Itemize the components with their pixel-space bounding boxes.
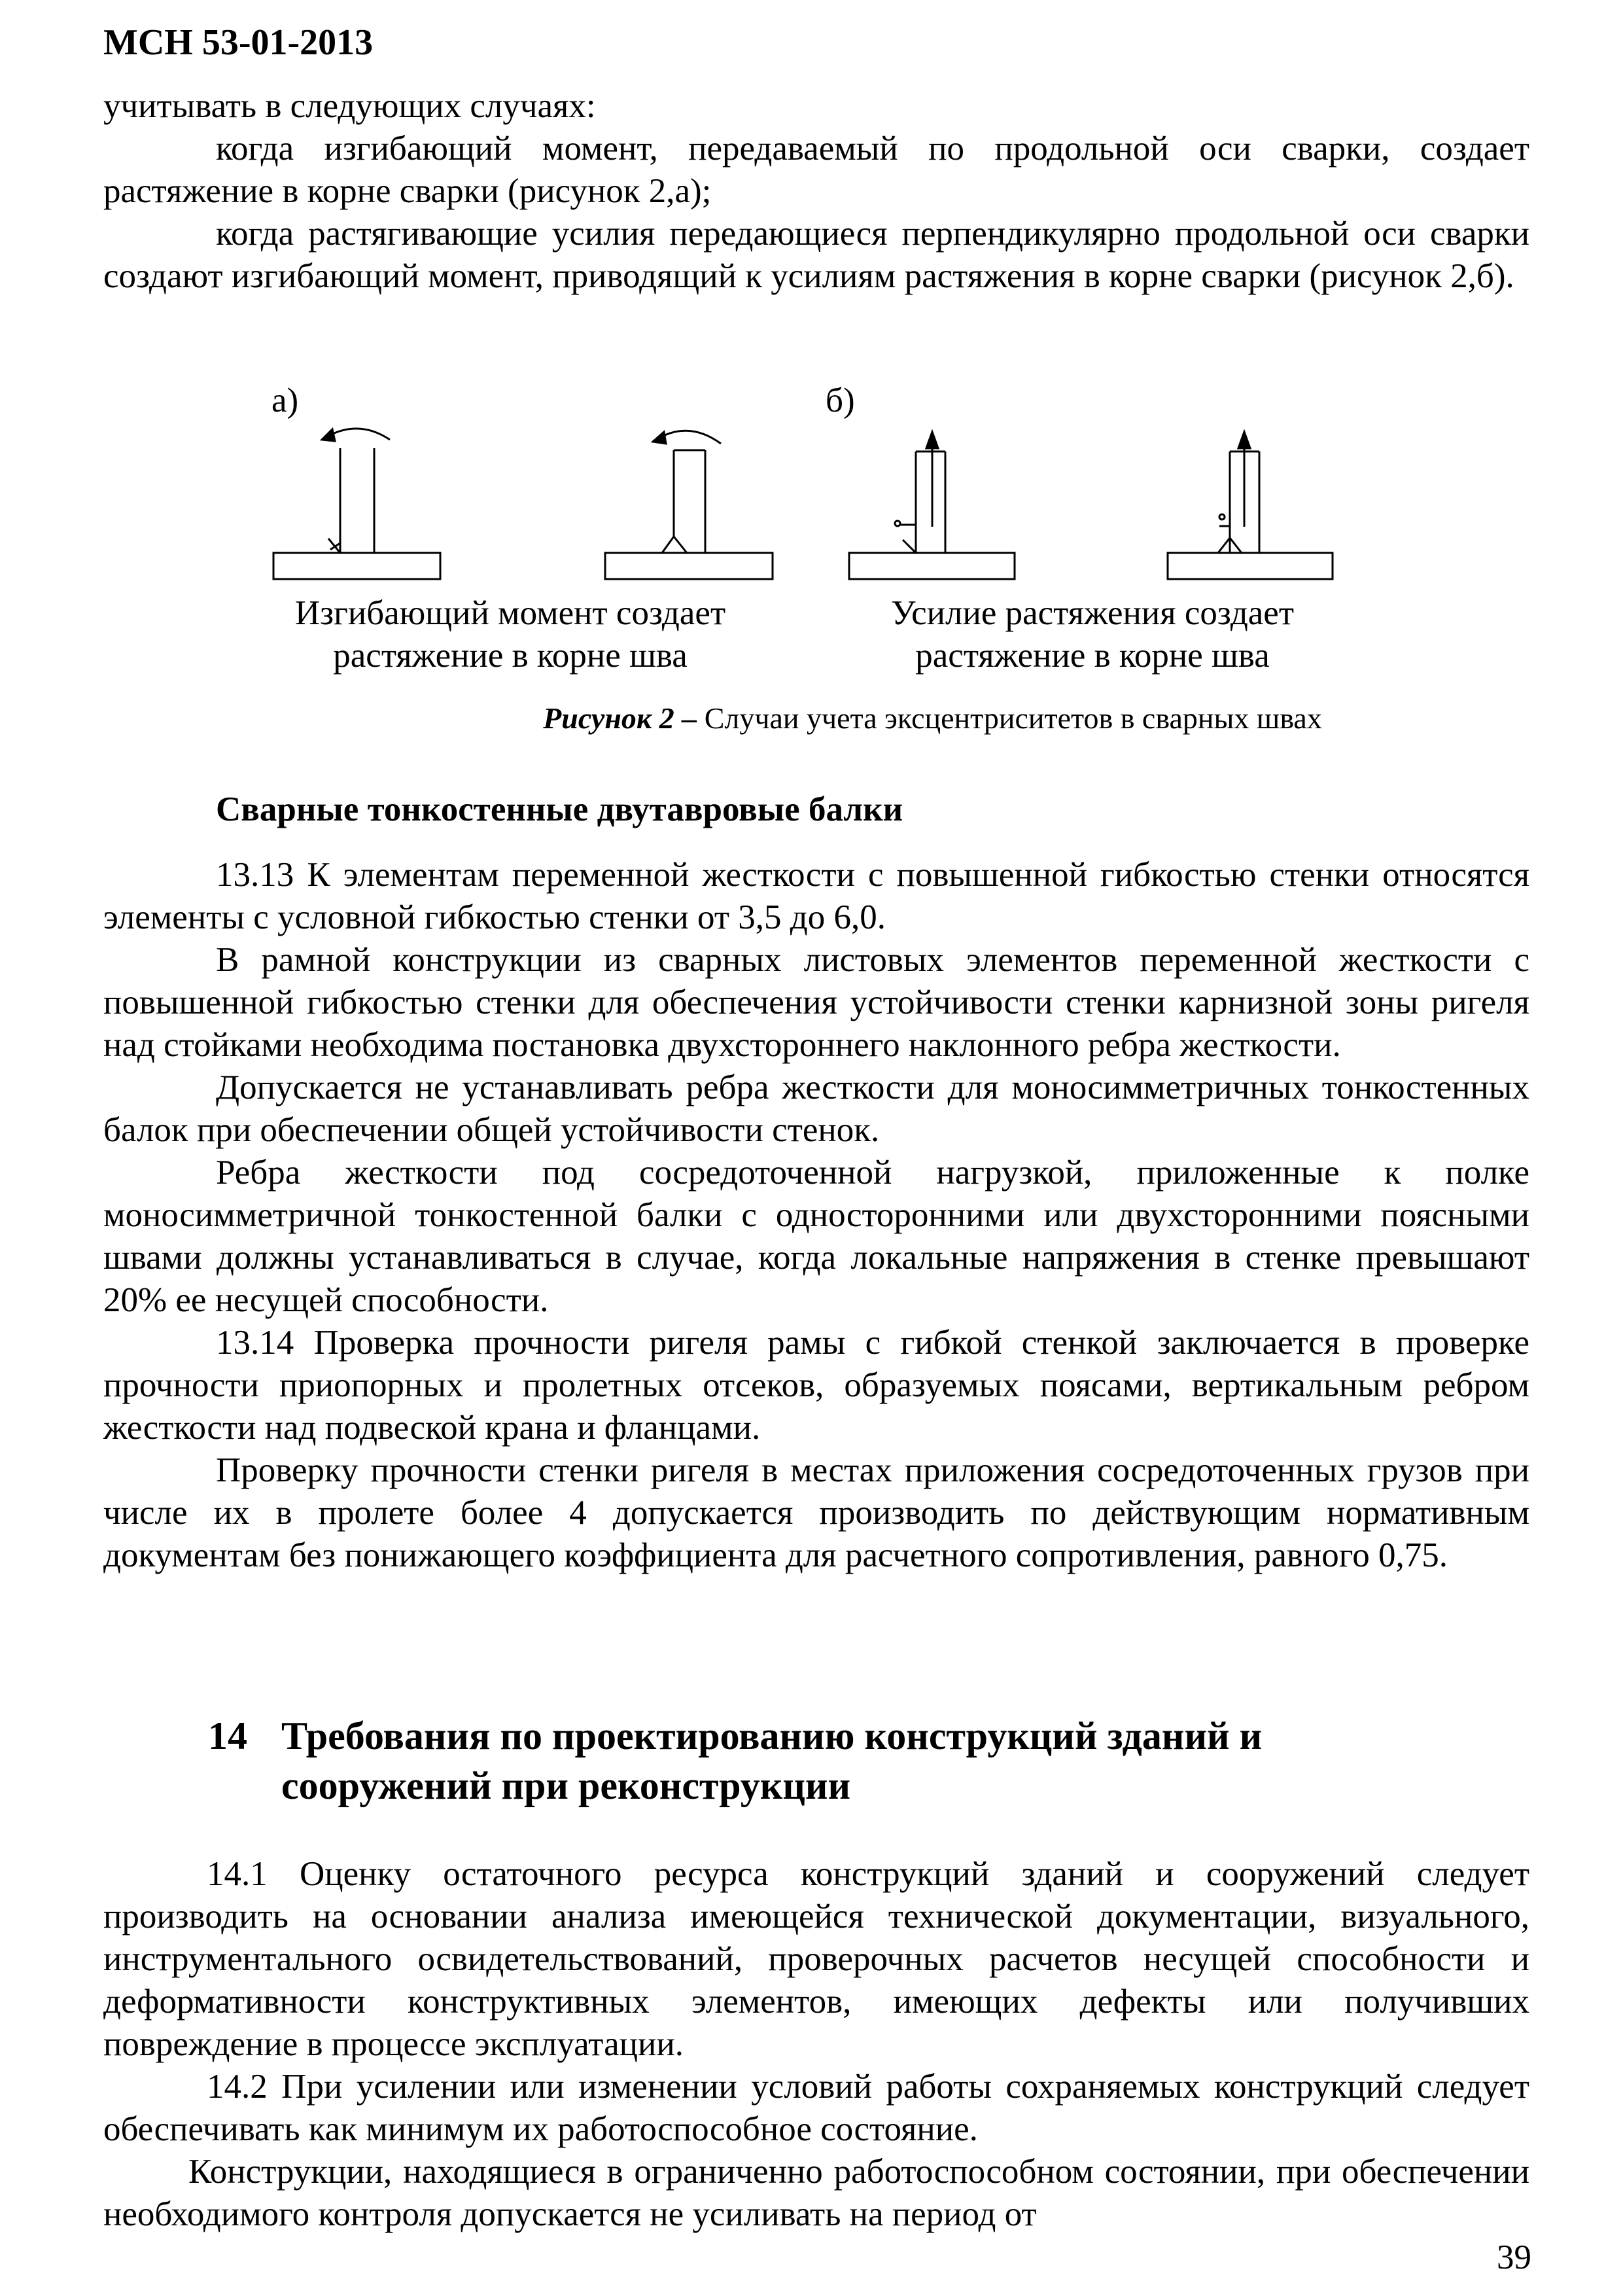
page-number: 39	[1497, 2238, 1531, 2276]
figure-caption-a	[262, 592, 759, 677]
figure-caption-text: Случаи учета эксцентриситетов в сварных швах	[704, 701, 1322, 735]
weld-diagram-a1	[273, 429, 440, 579]
figure-caption-b-line1: Усилие растяжения создает	[891, 594, 1294, 632]
paragraph: Ребра жесткости под сосредоточенной нагрузкой, приложенные к полке моносимметричной тонкостенной балки с односторонними или двухсторонними поясными швами должны устанавливаться в случае, когда локальные напряжения в стенке превышают 20% ее несущей способности.	[103, 1154, 1529, 1319]
figure-caption-b-line2: растяжение в корне шва	[915, 637, 1270, 675]
paragraph: Конструкции, находящиеся в ограниченно работоспособном состоянии, при обеспечении необходимого контроля допускается не усиливать на период от	[103, 2153, 1529, 2233]
figure-caption-prefix: Рисунок 2 –	[543, 701, 697, 735]
intro-text	[103, 85, 1529, 298]
paragraph: 14.1 Оценку остаточного ресурса конструкций зданий и сооружений следует производить на основании анализа имеющейся технической документации, визуального, инструментального освидетельствований, проверочных расчетов несущей способности и деформативности конструктивных элементов, имеющих дефекты или получивших повреждение в процессе эксплуатации.	[103, 1855, 1529, 2063]
figure-caption-b	[844, 592, 1341, 677]
document-code: МСН 53-01-2013	[103, 22, 374, 63]
intro-paragraph: когда растягивающие усилия передающиеся перпендикулярно продольной оси сварки создают изгибающий момент, приводящий к усилиям растяжения в корне сварки (рисунок 2,б).	[103, 215, 1529, 295]
paragraph: Проверку прочности стенки ригеля в местах приложения сосредоточенных грузов при числе их в пролете более 4 допускается производить по действующим нормативным документам без понижающего коэффициента для расчетного сопротивления, равного 0,75.	[103, 1451, 1529, 1574]
paragraph: В рамной конструкции из сварных листовых элементов переменной жесткости с повышенной гибкостью стенки для обеспечения устойчивости стенки карнизной зоны ригеля над стойками необходима постановка двухстороннего наклонного ребра жесткости.	[103, 941, 1529, 1064]
weld-diagram-a2	[605, 431, 773, 579]
subsection-heading: Сварные тонкостенные двутавровые балки	[216, 790, 903, 828]
section-title-line1: Требования по проектированию конструкций зданий и	[281, 1714, 1263, 1757]
section-14-heading	[208, 1711, 1516, 1810]
figure-label-a: а)	[271, 381, 299, 419]
weld-diagram-b1	[849, 432, 1015, 579]
figure-caption-a-line2: растяжение в корне шва	[333, 637, 688, 675]
paragraph: 14.2 При усилении или изменении условий работы сохраняемых конструкций следует обеспечивать как минимум их работоспособное состояние.	[103, 2068, 1529, 2148]
section-title-line2: сооружений при реконструкции	[281, 1764, 851, 1807]
figure-caption-a-line1: Изгибающий момент создает	[294, 594, 726, 632]
intro-paragraph: когда изгибающий момент, передаваемый по продольной оси сварки, создает растяжение в корне сварки (рисунок 2,а);	[103, 130, 1529, 210]
figure-label-b: б)	[826, 381, 855, 419]
paragraph: Допускается не устанавливать ребра жесткости для моносимметричных тонкостенных балок при обеспечении общей устойчивости стенок.	[103, 1069, 1529, 1149]
weld-diagrams	[0, 366, 1623, 582]
weld-diagram-b2	[1168, 432, 1333, 579]
section-number: 14	[208, 1714, 247, 1757]
paragraph: 13.13 К элементам переменной жесткости с повышенной гибкостью стенки относятся элементы с условной гибкостью стенки от 3,5 до 6,0.	[103, 856, 1529, 936]
figure-2	[0, 366, 1623, 746]
paragraph: 13.14 Проверка прочности ригеля рамы с гибкой стенкой заключается в проверке прочности приопорных и пролетных отсеков, образуемых поясами, вертикальным ребром жесткости над подвеской крана и фланцами.	[103, 1324, 1529, 1447]
intro-paragraph: учитывать в следующих случаях:	[103, 87, 596, 125]
section-13-text	[103, 854, 1529, 1577]
section-14-text	[103, 1853, 1529, 2236]
figure-caption	[0, 699, 1623, 738]
